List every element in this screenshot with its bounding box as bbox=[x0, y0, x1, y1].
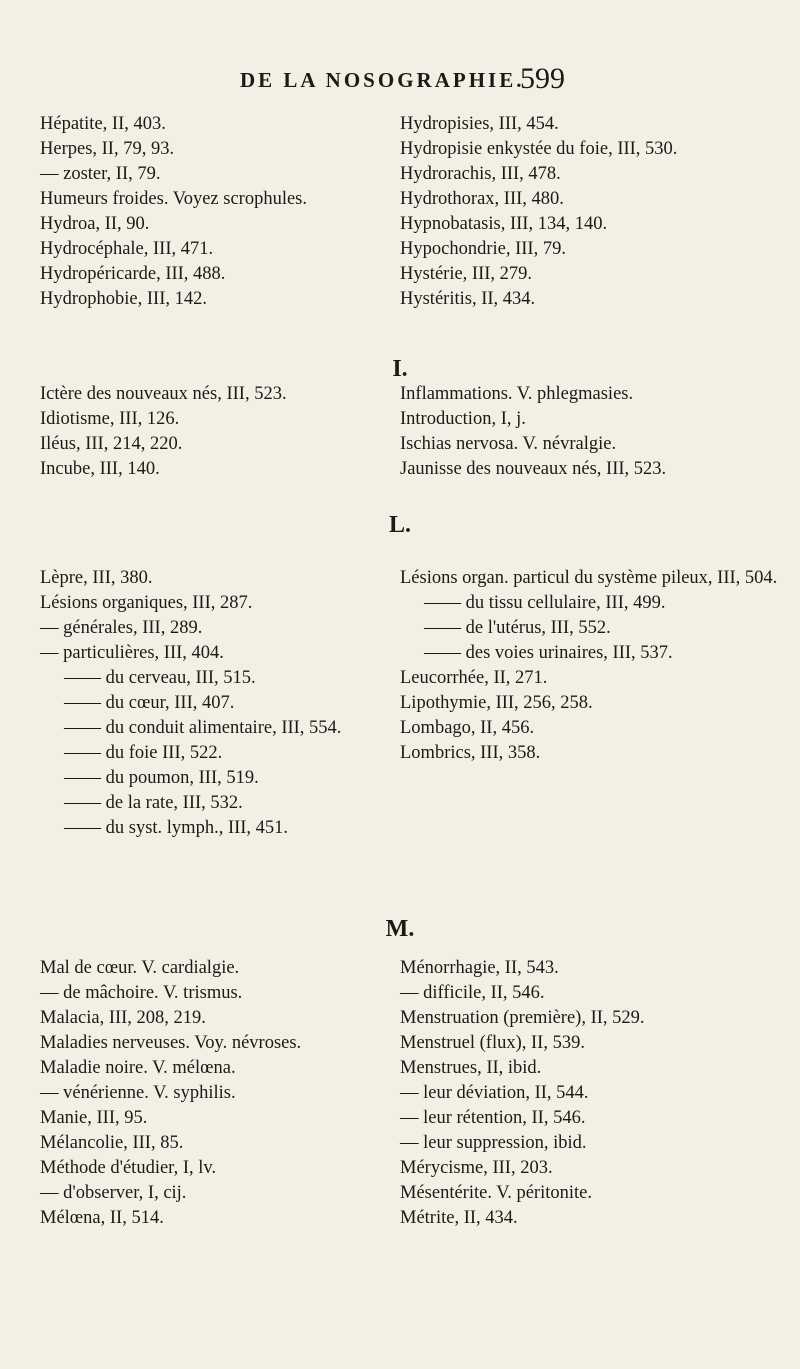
index-entry: —— du syst. lymph., III, 451. bbox=[64, 818, 289, 838]
index-entry: Ménorrhagie, II, 543. bbox=[400, 958, 559, 978]
index-entry: Méthode d'étudier, I, lv. bbox=[40, 1158, 217, 1178]
right-column bbox=[400, 382, 780, 482]
index-entry: Jaunisse des nouveaux nés, III, 523. bbox=[400, 459, 667, 479]
index-entry: — de mâchoire. V. trismus. bbox=[40, 983, 243, 1003]
index-entry: Hystéritis, II, 434. bbox=[400, 289, 536, 309]
index-entry: Hydrocéphale, III, 471. bbox=[40, 239, 214, 259]
index-entry: Mélancolie, III, 85. bbox=[40, 1133, 184, 1153]
section-letter-l: L. bbox=[388, 512, 411, 538]
index-entry: Mélœna, II, 514. bbox=[40, 1208, 164, 1228]
index-entry: Hydropisies, III, 454. bbox=[400, 114, 559, 134]
index-entry: —— du cœur, III, 407. bbox=[64, 693, 235, 713]
index-entry: Hydrophobie, III, 142. bbox=[40, 289, 207, 309]
page-header bbox=[0, 62, 800, 108]
index-entry: — générales, III, 289. bbox=[40, 618, 203, 638]
index-entry: Hydrorachis, III, 478. bbox=[400, 164, 561, 184]
index-entry: — particulières, III, 404. bbox=[40, 643, 224, 663]
right-column bbox=[400, 112, 780, 312]
index-entry: —— du conduit alimentaire, III, 554. bbox=[64, 718, 342, 738]
index-entry: Hydropisie enkystée du foie, III, 530. bbox=[400, 139, 678, 159]
index-entry: Hypochondrie, III, 79. bbox=[400, 239, 566, 259]
running-title: DE LA NOSOGRAPHIE. bbox=[240, 68, 525, 92]
index-entry: Mérycisme, III, 203. bbox=[400, 1158, 553, 1178]
index-entry: — d'observer, I, cij. bbox=[40, 1183, 187, 1203]
index-entry: Inflammations. V. phlegmasies. bbox=[400, 384, 634, 404]
section-letter-m: M. bbox=[385, 916, 415, 942]
index-entry: Maladie noire. V. mélœna. bbox=[40, 1058, 236, 1078]
index-entry: Mésentérite. V. péritonite. bbox=[400, 1183, 592, 1203]
index-entry: — zoster, II, 79. bbox=[40, 164, 161, 184]
index-entry: —— des voies urinaires, III, 537. bbox=[424, 643, 673, 663]
right-column bbox=[400, 566, 780, 766]
right-column bbox=[400, 956, 780, 1231]
index-entry: —— du poumon, III, 519. bbox=[64, 768, 259, 788]
index-entry: Humeurs froides. Voyez scrophules. bbox=[40, 189, 308, 209]
index-entry: Hydropéricarde, III, 488. bbox=[40, 264, 226, 284]
index-entry: Introduction, I, j. bbox=[400, 409, 526, 429]
index-entry: — leur suppression, ibid. bbox=[400, 1133, 587, 1153]
index-entry: Hydroa, II, 90. bbox=[40, 214, 150, 234]
index-entry: Lombago, II, 456. bbox=[400, 718, 535, 738]
index-entry: Lésions organ. particul du système pileux, III, 504. bbox=[400, 568, 778, 588]
page-number: 599 bbox=[520, 62, 565, 95]
left-column bbox=[40, 956, 380, 1231]
index-entry: Hypnobatasis, III, 134, 140. bbox=[400, 214, 608, 234]
left-column bbox=[40, 382, 380, 482]
index-entry: Lombrics, III, 358. bbox=[400, 743, 541, 763]
index-entry: Hydrothorax, III, 480. bbox=[400, 189, 564, 209]
index-entry: Leucorrhée, II, 271. bbox=[400, 668, 548, 688]
index-entry: Herpes, II, 79, 93. bbox=[40, 139, 175, 159]
index-entry: — difficile, II, 546. bbox=[400, 983, 545, 1003]
index-entry: Lésions organiques, III, 287. bbox=[40, 593, 253, 613]
index-entry: —— de la rate, III, 532. bbox=[64, 793, 243, 813]
index-entry: Menstruation (première), II, 529. bbox=[400, 1008, 645, 1028]
index-entry: Manie, III, 95. bbox=[40, 1108, 148, 1128]
index-entry: —— du tissu cellulaire, III, 499. bbox=[424, 593, 666, 613]
index-entry: Métrite, II, 434. bbox=[400, 1208, 518, 1228]
index-entry: Lèpre, III, 380. bbox=[40, 568, 153, 588]
index-entry: Malacia, III, 208, 219. bbox=[40, 1008, 206, 1028]
index-entry: Incube, III, 140. bbox=[40, 459, 160, 479]
index-entry: Mal de cœur. V. cardialgie. bbox=[40, 958, 240, 978]
left-column bbox=[40, 566, 380, 841]
index-entry: —— du cerveau, III, 515. bbox=[64, 668, 256, 688]
index-entry: — vénérienne. V. syphilis. bbox=[40, 1083, 236, 1103]
index-entry: Lipothymie, III, 256, 258. bbox=[400, 693, 593, 713]
index-entry: Maladies nerveuses. Voy. névroses. bbox=[40, 1033, 302, 1053]
section-letter-i: I. bbox=[392, 356, 408, 382]
index-entry: —— du foie III, 522. bbox=[64, 743, 223, 763]
left-column bbox=[40, 112, 380, 312]
index-entry: Menstrues, II, ibid. bbox=[400, 1058, 542, 1078]
index-entry: Idiotisme, III, 126. bbox=[40, 409, 180, 429]
index-entry: Hépatite, II, 403. bbox=[40, 114, 166, 134]
index-entry: —— de l'utérus, III, 552. bbox=[424, 618, 611, 638]
index-entry: — leur déviation, II, 544. bbox=[400, 1083, 589, 1103]
index-entry: — leur rétention, II, 546. bbox=[400, 1108, 586, 1128]
index-entry: Ictère des nouveaux nés, III, 523. bbox=[40, 384, 287, 404]
index-entry: Iléus, III, 214, 220. bbox=[40, 434, 183, 454]
index-entry: Hystérie, III, 279. bbox=[400, 264, 533, 284]
index-entry: Ischias nervosa. V. névralgie. bbox=[400, 434, 617, 454]
index-entry: Menstruel (flux), II, 539. bbox=[400, 1033, 585, 1053]
